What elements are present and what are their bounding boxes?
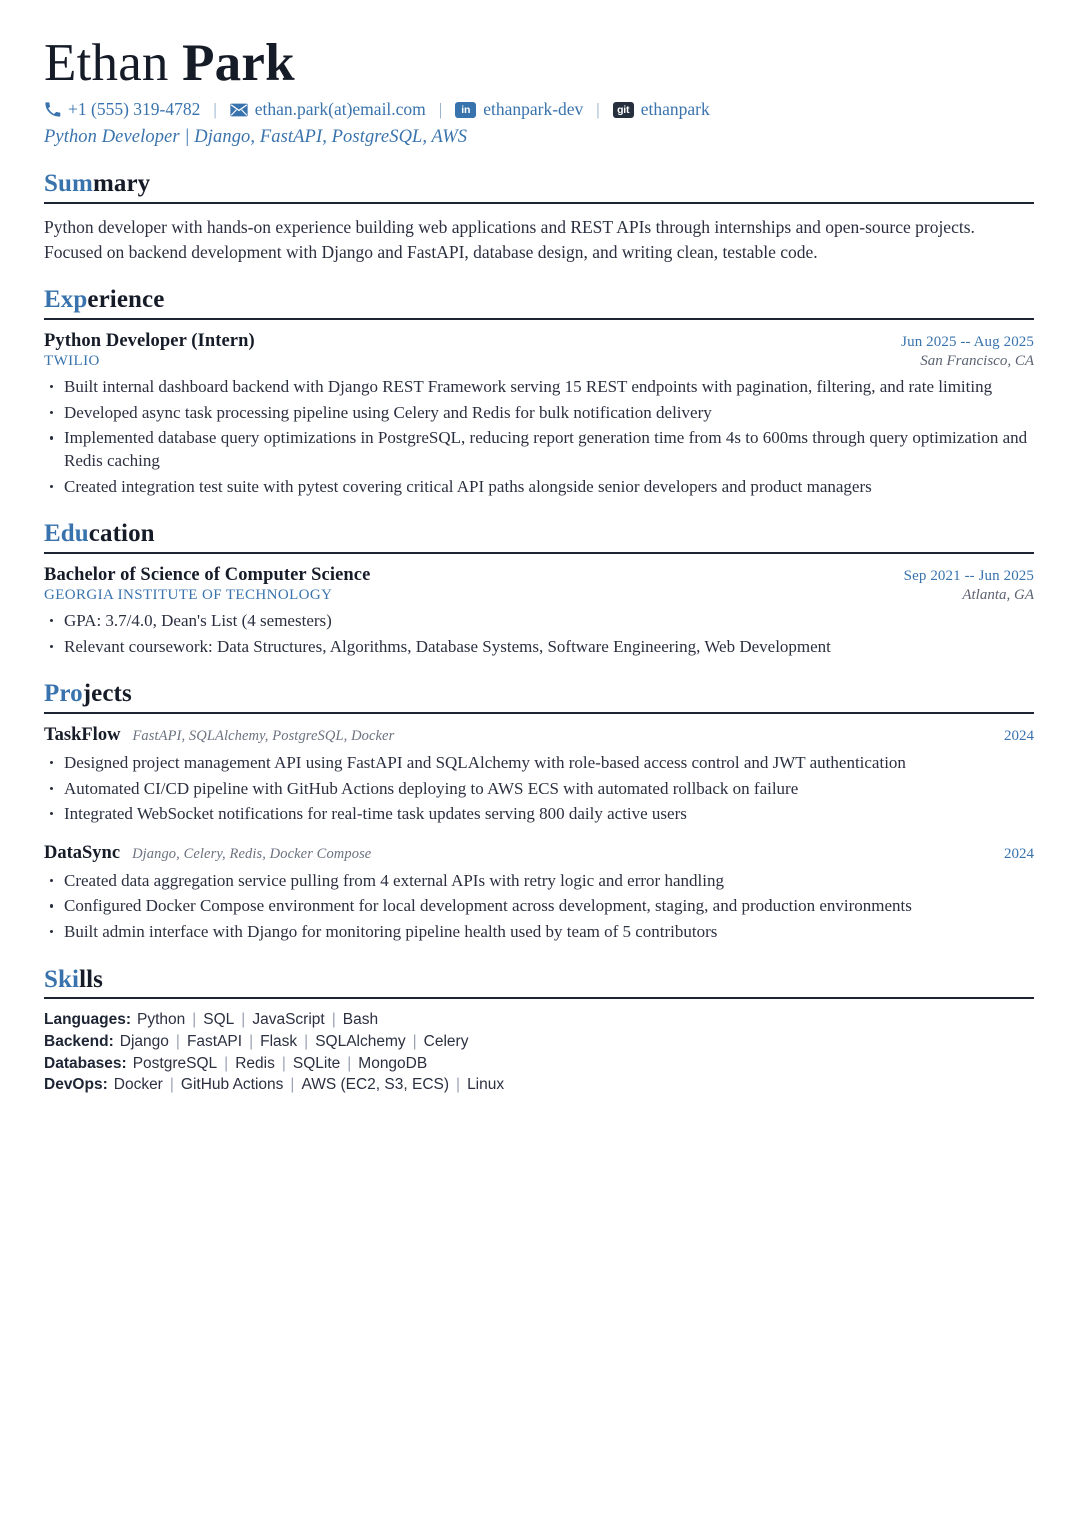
project-tech-stack: FastAPI, SQLAlchemy, PostgreSQL, Docker (132, 727, 395, 744)
skill-category: Languages: (44, 1011, 131, 1029)
experience-entries (44, 320, 1034, 498)
education-location: Atlanta, GA (962, 586, 1034, 603)
skills-list (44, 1010, 1034, 1095)
bullet-item: Designed project management API using FastAPI and SQLAlchemy with role-based access control and JWT authentication (44, 752, 1034, 775)
contact-line (44, 98, 1034, 121)
skill-separator: | (347, 1054, 352, 1072)
section-title-accent: Pro (44, 680, 83, 708)
skill-item: PostgreSQL (132, 1054, 218, 1072)
skill-category: DevOps: (44, 1076, 108, 1094)
contact-separator: | (596, 99, 600, 119)
entry-subheader-row (44, 587, 1034, 604)
skill-item: Docker (113, 1076, 163, 1094)
project-header-left (44, 843, 371, 864)
entry-header-row (44, 331, 1034, 352)
section-title-projects (44, 680, 1034, 714)
phone-icon (44, 101, 61, 118)
contact-separator: | (438, 99, 443, 119)
contact-label: +1 (555) 319-4782 (68, 99, 201, 120)
skill-category: Databases: (44, 1054, 127, 1072)
education-organization: GEORGIA INSTITUTE OF TECHNOLOGY (44, 586, 333, 603)
education-entry (44, 565, 1034, 658)
skill-item: JavaScript (252, 1011, 325, 1029)
project-entry (44, 725, 1034, 826)
skill-item: AWS (EC2, S3, ECS) (301, 1076, 450, 1094)
education-title: Bachelor of Science of Computer Science (44, 564, 371, 585)
resume-header (44, 35, 1034, 148)
bullet-item: Created integration test suite with pytest covering critical API paths alongside senior developers and product managers (44, 476, 1034, 499)
section-summary (44, 170, 1034, 264)
headline-subtitle: Python Developer | Django, FastAPI, PostgreSQL, AWS (44, 126, 468, 147)
bullet-item: Relevant coursework: Data Structures, Algorithms, Database Systems, Software Engineering, Web Development (44, 636, 1034, 659)
bullet-item: Automated CI/CD pipeline with GitHub Actions deploying to AWS ECS with automated rollback on failure (44, 778, 1034, 801)
skill-separator: | (290, 1076, 295, 1094)
skill-row (44, 1010, 1034, 1031)
contact-label: ethanpark (640, 99, 710, 120)
project-entries (44, 714, 1034, 944)
skill-separator: | (281, 1054, 286, 1072)
skill-item: SQLAlchemy (315, 1032, 406, 1050)
section-title-education (44, 520, 1034, 554)
section-title-rest: erience (87, 286, 165, 314)
section-title-rest: jects (82, 680, 132, 708)
experience-date: Jun 2025 -- Aug 2025 (901, 334, 1034, 351)
section-title-skills (44, 966, 1034, 1000)
skill-items (120, 1033, 469, 1050)
project-entry (44, 843, 1034, 944)
experience-entry (44, 331, 1034, 498)
project-name: DataSync (44, 842, 121, 863)
section-title-accent: Exp (44, 286, 88, 314)
project-header-left (44, 725, 394, 746)
skill-separator: | (304, 1032, 309, 1050)
skill-items (114, 1076, 504, 1093)
summary-text: Python developer with hands-on experience building web applications and REST APIs through internships and open-source projects. Focused on backend development with Django and FastAPI, database design, and writing clean, testable code. (44, 216, 975, 262)
entry-header-row (44, 565, 1034, 586)
bullet-list (44, 752, 1034, 826)
skill-separator: | (456, 1076, 461, 1094)
project-date: 2024 (1004, 845, 1034, 862)
skill-item: SQLite (292, 1054, 341, 1072)
skill-separator: | (192, 1011, 197, 1029)
skill-row (44, 1075, 1034, 1096)
section-title-accent: Sum (44, 169, 93, 197)
project-name: TaskFlow (44, 724, 121, 745)
last-name: Park (182, 34, 295, 92)
bullet-list (44, 610, 1034, 658)
skill-item: FastAPI (186, 1032, 243, 1050)
skill-items (133, 1055, 428, 1072)
contact-item-email[interactable] (230, 98, 426, 121)
skill-separator: | (241, 1011, 246, 1029)
skill-item: Redis (235, 1054, 275, 1072)
skill-row (44, 1032, 1034, 1053)
bullet-list (44, 870, 1034, 944)
bullet-item: Integrated WebSocket notifications for real-time task updates serving 800 daily active users (44, 803, 1034, 826)
skill-separator: | (412, 1032, 417, 1050)
section-projects (44, 680, 1034, 943)
linkedin-icon: in (455, 102, 476, 118)
bullet-item: Created data aggregation service pulling from 4 external APIs with retry logic and error handling (44, 870, 1034, 893)
skill-item: Bash (342, 1011, 379, 1029)
github-icon: git (613, 102, 634, 118)
section-title-rest: mary (92, 169, 151, 197)
skill-separator: | (249, 1032, 254, 1050)
section-title-summary (44, 170, 1034, 204)
skill-item: MongoDB (358, 1054, 428, 1072)
section-skills (44, 966, 1034, 1096)
skill-item: Django (119, 1032, 169, 1050)
project-header-row (44, 725, 1034, 746)
candidate-name (44, 35, 1034, 92)
section-title-accent: Edu (44, 520, 89, 548)
section-title-experience (44, 286, 1034, 320)
education-entries (44, 554, 1034, 658)
project-header-row (44, 843, 1034, 864)
bullet-item: GPA: 3.7/4.0, Dean's List (4 semesters) (44, 610, 1034, 633)
experience-organization: TWILIO (44, 353, 100, 370)
skill-row (44, 1054, 1034, 1075)
email-icon (230, 103, 248, 117)
skill-item: Celery (423, 1032, 469, 1050)
section-education (44, 520, 1034, 658)
contact-label: ethanpark-dev (483, 99, 584, 120)
section-title-rest: lls (79, 965, 103, 993)
project-date: 2024 (1004, 727, 1034, 744)
education-date: Sep 2021 -- Jun 2025 (903, 567, 1034, 584)
skill-item: SQL (203, 1011, 235, 1029)
experience-title: Python Developer (Intern) (44, 331, 255, 352)
contact-item-phone[interactable] (44, 98, 200, 121)
skill-separator: | (169, 1076, 174, 1094)
project-tech-stack: Django, Celery, Redis, Docker Compose (132, 845, 372, 862)
skill-item: Python (136, 1011, 186, 1029)
entry-subheader-row (44, 353, 1034, 370)
section-title-rest: cation (88, 520, 155, 548)
skill-item: Flask (260, 1032, 298, 1050)
experience-location: San Francisco, CA (920, 353, 1034, 370)
bullet-item: Implemented database query optimizations in PostgreSQL, reducing report generation time from 4s to 600ms through query optimization and Redis caching (44, 427, 1034, 472)
contact-item-linkedin[interactable] (455, 98, 583, 121)
skill-separator: | (331, 1011, 336, 1029)
section-title-accent: Ski (44, 965, 80, 993)
skill-separator: | (175, 1032, 180, 1050)
first-name: Ethan (44, 34, 169, 92)
skill-item: Linux (467, 1076, 505, 1094)
skill-items (137, 1011, 378, 1028)
skill-separator: | (224, 1054, 229, 1072)
skill-category: Backend: (44, 1032, 114, 1050)
skill-item: GitHub Actions (180, 1076, 284, 1094)
section-experience (44, 286, 1034, 498)
bullet-list (44, 376, 1034, 498)
bullet-item: Built internal dashboard backend with Django REST Framework serving 15 REST endpoints with pagination, filtering, and rate limiting (44, 376, 1034, 399)
bullet-item: Built admin interface with Django for monitoring pipeline health used by team of 5 contributors (44, 921, 1034, 944)
contact-item-github[interactable] (613, 98, 710, 121)
bullet-item: Configured Docker Compose environment for local development across development, staging, and production environments (44, 895, 1034, 918)
contact-separator: | (213, 99, 217, 119)
bullet-item: Developed async task processing pipeline using Celery and Redis for bulk notification delivery (44, 402, 1034, 425)
contact-label: ethan.park(at)email.com (254, 99, 426, 120)
